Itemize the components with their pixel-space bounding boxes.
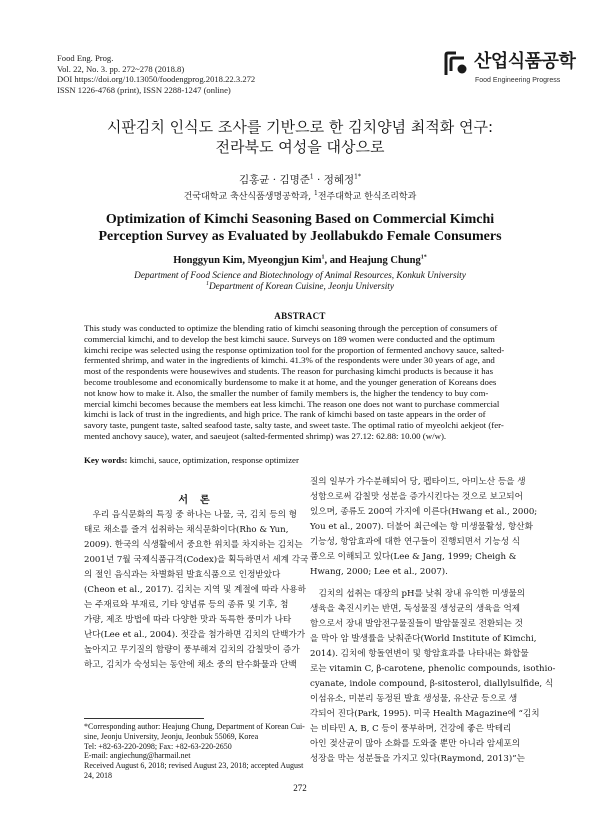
korean-author-star: * xyxy=(357,173,361,181)
body-line: 우리 음식문화의 특징 중 하나는 나물, 국, 김치 등의 형 xyxy=(92,510,297,520)
journal-logo-icon xyxy=(442,49,472,79)
english-affil-line1: Department of Food Science and Biotechnology of Animal Resources, Konkuk University xyxy=(134,271,466,281)
body-line: 2014). 김치에 항돌연변이 및 항암효과를 나타내는 화합물 xyxy=(310,649,529,659)
korean-author-a: 김홍균 · 김명준 xyxy=(239,174,310,186)
footnote xyxy=(84,722,316,781)
body-line: 2009). 한국의 식생활에서 중요한 위치를 차지하는 김치는 xyxy=(84,540,303,550)
english-author-b-sup: 1 xyxy=(420,254,424,261)
body-line: Hwang, 2000; Lee et al., 2007). xyxy=(310,567,448,577)
footnote-email[interactable]: E-mail: angiechung@harmail.net xyxy=(84,751,191,761)
abstract-line: kimchi is lack of trust in the ingredients, and high price. The rank of kimchi based on taste appears in the order of xyxy=(84,409,486,420)
abstract-line: most of the respondents were housewives and students. The reason for purchasing kimchi products is because it has xyxy=(84,366,494,377)
footnote-line: 24, 2018 xyxy=(84,770,112,780)
korean-title-line1: 시판김치 인식도 조사를 기반으로 한 김치양념 최적화 연구: xyxy=(106,118,494,136)
body-line: 2001년 7월 국제식품규격(Codex)을 획득하면서 세계 각국 xyxy=(84,555,309,565)
english-author-a: Honggyun Kim, Myeongjun Kim xyxy=(173,255,322,266)
footnote-line: sine, Jeonju University, Jeonju, Jeonbuk 55069, Korea xyxy=(84,731,259,741)
keywords xyxy=(84,455,516,466)
abstract-body xyxy=(84,323,516,442)
body-line: cyanate, indole compound, β-sitosterol, diallylsulfide, 식 xyxy=(310,679,554,689)
korean-author-b: · 정혜정 xyxy=(313,174,355,186)
english-affiliation xyxy=(40,271,560,293)
abstract-line: fermented shrimp, and water in the ingredients of kimchi. 41.3% of the respondents were under 30 years of age, and xyxy=(84,355,495,366)
body-line: 성장을 막는 성분들을 가지고 있다(Raymond, 2013)”는 xyxy=(310,754,525,764)
footnote-line: Received August 6, 2018; revised August 23, 2018; accepted August xyxy=(84,761,304,771)
footnote-line: Tel: +82-63-220-2098; Fax: +82-63-220-2650 xyxy=(84,741,232,751)
english-authors xyxy=(40,255,560,266)
abstract-line: mented anchovy sauce), water, and saeujeot (salted-fermented shrimp) was 27.12: 62.88: 10.00 (w/w). xyxy=(84,430,447,441)
english-author-b: , and Heajung Chung xyxy=(324,255,421,266)
english-title-line1: Optimization of Kimchi Seasoning Based on Commercial Kimchi xyxy=(105,212,495,227)
journal-doi[interactable]: DOI https://doi.org/10.13050/foodengprog.2018.22.3.272 xyxy=(57,74,256,85)
journal-name: Food Eng. Prog. xyxy=(57,53,114,63)
korean-affiliation xyxy=(40,189,560,202)
english-affil-sup: 1 xyxy=(205,280,209,287)
korean-affil-sup: 1 xyxy=(313,190,318,197)
journal-volume: Vol. 22, No. 3. pp. 272~278 (2018.8) xyxy=(57,63,185,74)
keywords-text: kimchi, sauce, optimization, response optimizer xyxy=(127,455,299,465)
right-column xyxy=(310,475,558,767)
abstract-line: savory taste, pungent taste, salted seafood taste, salty taste, and sweet taste. The optimal ratio of myeolchi aekjeot (fer- xyxy=(84,420,504,431)
abstract-line: kimchi recipe was selected using the response optimization tool for the proportion of fermented anchovy sauce, salted- xyxy=(84,344,505,355)
english-author-a-sup: 1 xyxy=(321,254,325,261)
body-line: 이섬유소, 미분리 동정된 발효 생성물, 유산균 등으로 생 xyxy=(310,694,518,704)
left-column xyxy=(84,508,316,673)
body-line: 높아지고 무기질의 함량이 풍부해져 김치의 감칠맛이 증가 xyxy=(84,645,300,655)
body-line: (Cheon et al., 2017). 김치는 지역 및 계절에 따라 사용하 xyxy=(84,585,306,595)
logo-korean: 산업식품공학 xyxy=(474,51,576,72)
body-line: 는 비타민 A, B, C 등이 풍부하며, 건강에 좋은 박테리 xyxy=(310,724,512,734)
english-affil-line2 xyxy=(40,282,560,293)
body-line: 아인 젖산균이 많아 소화를 도와줄 뿐만 아니라 암세포의 xyxy=(310,739,521,749)
body-line: 하고, 김치가 숙성되는 동안에 채소 중의 탄수화물과 단백 xyxy=(84,660,297,670)
english-title-line2: Perception Survey as Evaluated by Jeollabukdo Female Consumers xyxy=(98,229,502,244)
body-line: 품으로 이해되고 있다(Lee & Jang, 1999; Cheigh & xyxy=(310,552,517,562)
section-heading: 서론 xyxy=(178,495,222,506)
body-line: 김치의 섭취는 대장의 pH를 낮춰 장내 유익한 미생물의 xyxy=(318,589,526,599)
body-line: 의 절인 음식과는 차별화된 발효식품으로 인정받았다 xyxy=(84,570,281,580)
body-line: 질의 일부가 가수분해되어 당, 펩타이드, 아미노산 등을 생 xyxy=(310,477,526,487)
footnote-line: *Corresponding author: Heajung Chung, Department of Korean Cui- xyxy=(84,722,305,731)
body-line: 로는 vitamin C, β-carotene, phenolic compounds, isothio- xyxy=(310,664,556,674)
page-number: 272 xyxy=(293,783,307,793)
korean-affil-b: 전주대학교 한식조리학과 xyxy=(317,192,417,202)
body-line: 생육을 촉진시키는 반면, 독성물질 생성균의 생육을 억제 xyxy=(310,604,521,614)
body-line: You et al., 2007). 더불어 최근에는 항 미생물활성, 항산화 xyxy=(310,522,533,532)
korean-author-b-sup: 1 xyxy=(354,173,358,181)
abstract-line: mercial kimchi becomes because the members eat less kimchi. The reason one does not want to purchase commercial xyxy=(84,398,500,409)
english-author-star: * xyxy=(423,254,427,261)
abstract-line: not know how to make it. Also, the smaller the number of family members is, the higher the tendency to buy com- xyxy=(84,387,489,398)
abstract-line: This study was conducted to optimize the blending ratio of kimchi seasoning through the perception of consumers of xyxy=(84,323,498,333)
journal-meta xyxy=(57,53,255,95)
body-line: 기능성, 항암효과에 대한 연구들이 진행되면서 기능성 식 xyxy=(310,537,521,547)
body-line: 성함으로써 감칠맛 성분을 증가시킨다는 것으로 보고되어 xyxy=(310,492,523,502)
body-line: 난다(Lee et al., 2004). 젓갈을 첨가하면 김치의 단백가가 xyxy=(84,630,306,640)
body-line: 는 주재료와 부재료, 기타 양념류 등의 종류 및 기후, 첨 xyxy=(84,600,289,610)
journal-issn: ISSN 1226-4768 (print), ISSN 2288-1247 (online) xyxy=(57,84,231,95)
korean-title-line2: 전라북도 여성을 대상으로 xyxy=(215,138,385,156)
body-line: 함으로서 장내 발암전구물질들이 발암물질로 전환되는 것 xyxy=(310,619,523,629)
body-line: 태로 채소를 즐겨 섭취하는 채식문화이다(Rho & Yun, xyxy=(84,525,289,535)
logo-english: Food Engineering Progress xyxy=(475,77,561,84)
korean-author-a-sup: 1 xyxy=(309,173,314,181)
body-line: 각되어 진다(Park, 1995). 미국 Health Magazine에 “김치 xyxy=(310,709,540,719)
english-affil-line2-text: Department of Korean Cuisine, Jeonju University xyxy=(208,282,395,292)
english-title xyxy=(40,211,560,245)
body-line: 을 막아 암 발생률을 낮춰준다(World Institute of Kimchi, xyxy=(310,634,537,644)
korean-title xyxy=(40,117,560,157)
abstract-line: commercial kimchi, and to develop the best kimchi sauce. Surveys on 189 women were conducted and the optimum xyxy=(84,333,495,344)
korean-authors xyxy=(40,172,560,187)
body-line: 있으며, 종류도 200여 가지에 이른다(Hwang et al., 2000; xyxy=(310,507,538,517)
body-line: 가량, 제조 방법에 따라 다양한 맛과 독특한 풍미가 나타 xyxy=(84,615,292,625)
korean-affil-a: 건국대학교 축산식품생명공학과, xyxy=(183,192,314,202)
journal-logo xyxy=(442,47,576,91)
abstract-heading: ABSTRACT xyxy=(274,311,326,321)
keywords-label: Key words: xyxy=(84,455,128,465)
abstract-line: become troublesome and economically burdensome to make it at home, and the younger generation of Koreans does xyxy=(84,376,497,387)
footnote-rule xyxy=(84,718,204,719)
